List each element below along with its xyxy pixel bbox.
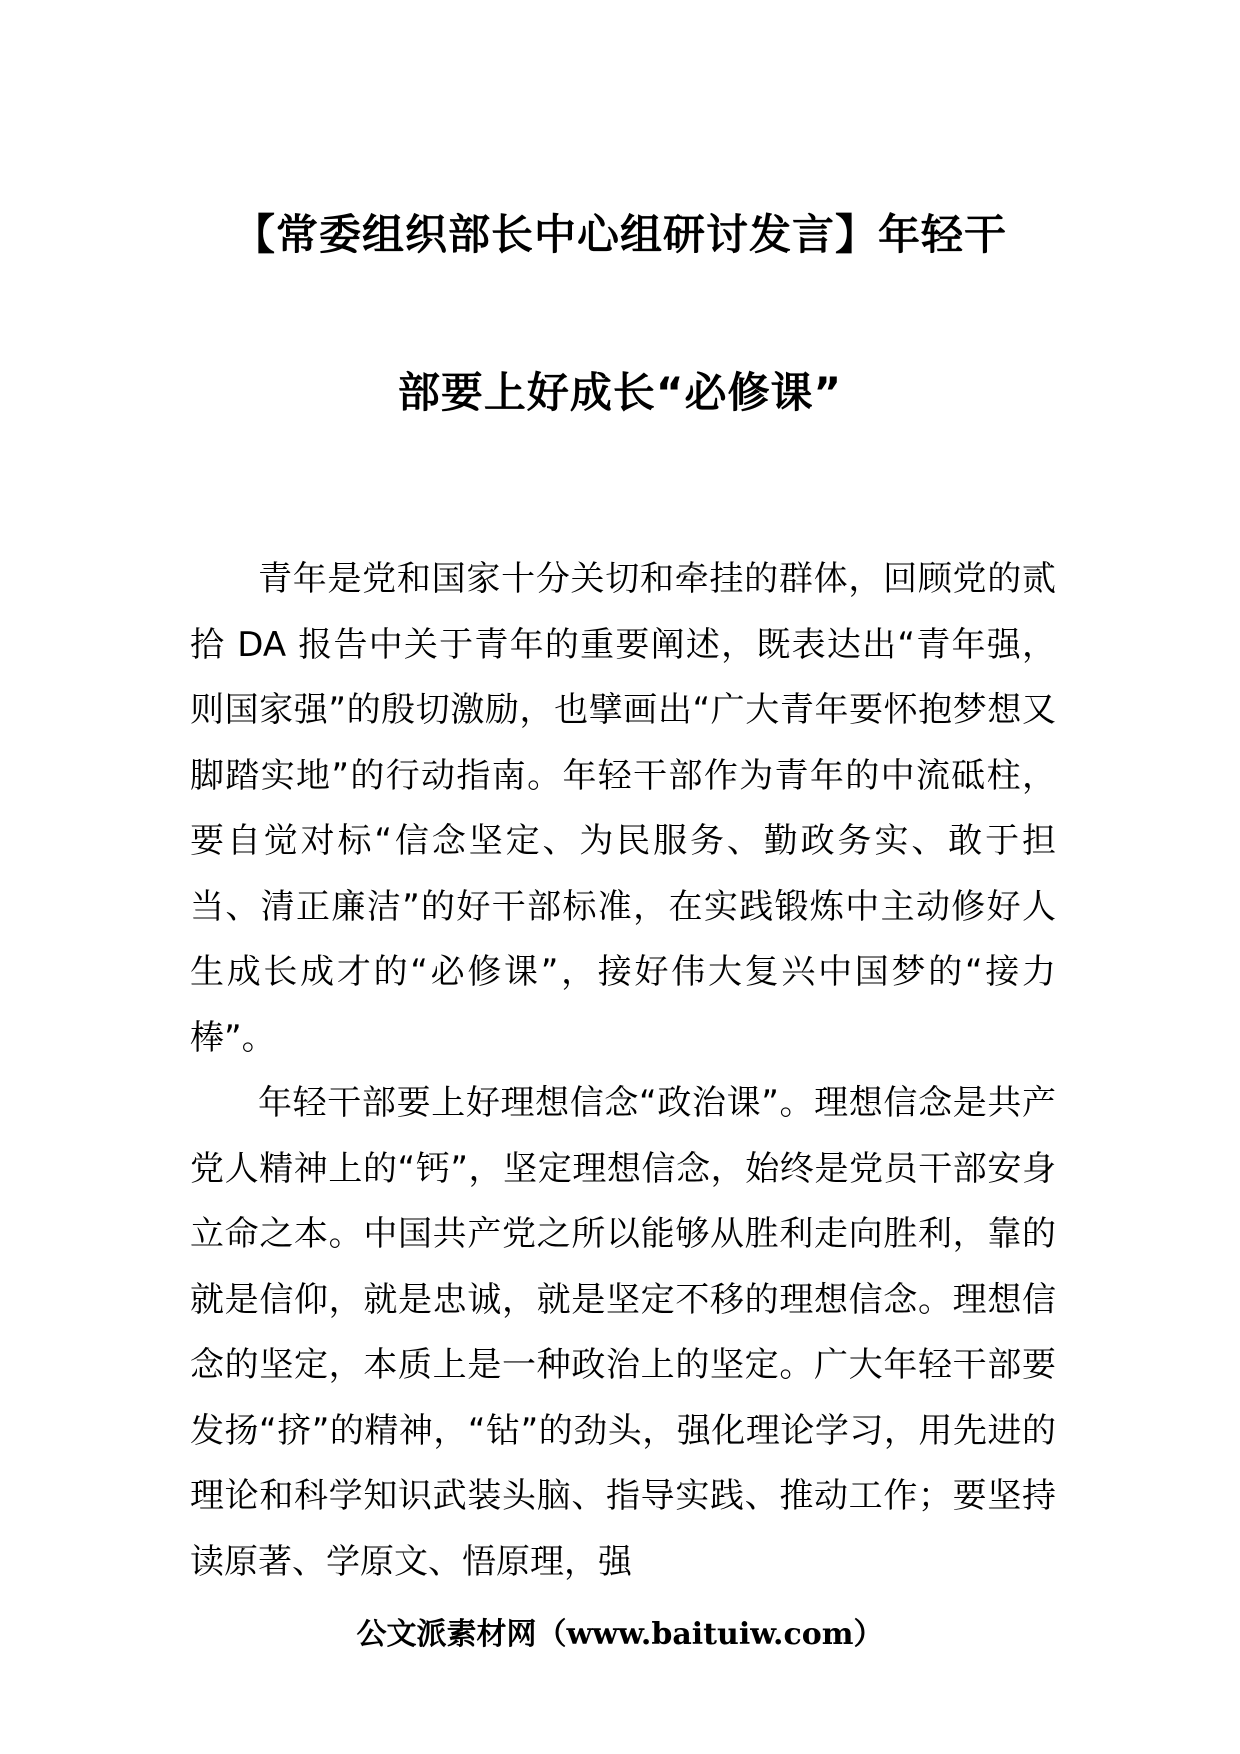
paragraph-2: 年轻干部要上好理想信念“政治课”。理想信念是共产党人精神上的“钙”，坚定理想信念，始终是党员干部安身立命之本。中国共产党之所以能够从胜利走向胜利，靠的就是信仰，就是忠诚，就是坚定不移的理想信念。理想信念的坚定，本质上是一种政治上的坚定。广大年轻干部要发扬“挤”的精神，“钻”的劲头，强化理论学习，用先进的理论和科学知识武装头脑、指导实践、推动工作；要坚持读原著、学原文、悟原理，强: [190, 1083, 1056, 1582]
document-title-line-1: 【常委组织部长中心组研讨发言】年轻干: [232, 210, 1007, 259]
paragraph-1: 青年是党和国家十分关切和牵挂的群体，回顾党的贰拾 DA 报告中关于青年的重要阐述，既表达出“青年强，则国家强”的殷切激励，也擘画出“广大青年要怀抱梦想又脚踏实地”的行动指南。年轻干部作为青年的中流砥柱，要自觉对标“信念坚定、为民服务、勤政务实、敢于担当、清正廉洁”的好干部标准，在实践锻炼中主动修好人生成长成才的“必修课”，接好伟大复兴中国梦的“接力棒”。: [190, 559, 1056, 1058]
footer-watermark-text: 公文派素材网（www.baituiw.com）: [356, 1617, 884, 1652]
document-title-line-2: 部要上好成长“必修课”: [397, 368, 843, 417]
document-body: [190, 547, 1056, 1595]
